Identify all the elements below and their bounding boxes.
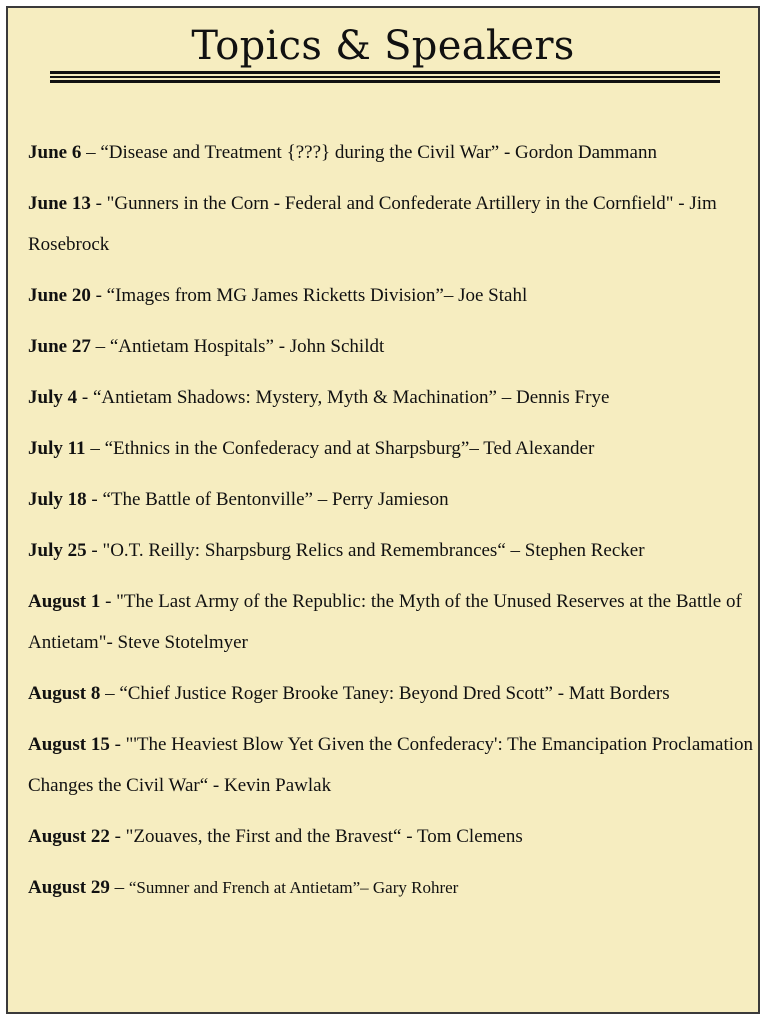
schedule-entry (28, 673, 758, 714)
entry-separator: - (273, 336, 290, 357)
entry-speaker: Steve Stotelmyer (117, 632, 248, 653)
entry-speaker: Perry Jamieson (331, 489, 449, 510)
schedule-entry (28, 816, 758, 857)
entry-separator: - (86, 489, 103, 510)
entry-topic: "'The Heaviest Blow Yet Given the Confederacy': The Emancipation Proclamation Changes the Civil War“ (28, 734, 754, 796)
entry-speaker: Tom Clemens (416, 826, 523, 847)
entry-separator: - (109, 826, 126, 847)
entry-separator: - (90, 285, 107, 306)
entry-date: July 11 (28, 438, 86, 459)
page-title: Topics & Speakers (191, 23, 575, 69)
entry-separator: – (312, 489, 332, 510)
entry-date: June 6 (28, 142, 82, 163)
entry-separator: - (499, 142, 516, 163)
entry-topic: “Chief Justice Roger Brooke Taney: Beyond Dred Scott” (119, 683, 553, 704)
entry-topic: “Images from MG James Ricketts Division” (106, 285, 444, 306)
title-rule-bottom (50, 80, 720, 83)
entry-separator: – (81, 142, 101, 163)
entry-speaker: Jim Rosebrock (28, 193, 717, 255)
entry-date: July 4 (28, 387, 78, 408)
entry-topic: “The Battle of Bentonville” (102, 489, 313, 510)
entry-topic: "Gunners in the Corn - Federal and Confederate Artillery in the Cornfield" (106, 193, 674, 214)
schedule-entry (28, 479, 758, 520)
entry-date: June 27 (28, 336, 91, 357)
entry-separator: – (109, 877, 129, 898)
entry-separator: - (401, 826, 417, 847)
entry-date: July 18 (28, 489, 87, 510)
entry-separator: - (208, 775, 224, 796)
entry-speaker: Stephen Recker (524, 540, 645, 561)
entry-separator: - (86, 540, 103, 561)
schedule-entry (28, 428, 758, 469)
entry-topic: "Zouaves, the First and the Bravest“ (125, 826, 402, 847)
title-rule-top (50, 71, 720, 74)
schedule-entry (28, 326, 758, 367)
entry-separator: – (443, 285, 459, 306)
entry-topic: "O.T. Reilly: Sharpsburg Relics and Remembrances“ (102, 540, 506, 561)
entry-separator: – (505, 540, 525, 561)
entry-date: August 1 (28, 591, 101, 612)
entry-topic: “Ethnics in the Confederacy and at Sharpsburg” (104, 438, 470, 459)
entry-topic: “Disease and Treatment {???} during the Civil War” (100, 142, 500, 163)
schedule-entry (28, 275, 758, 316)
entry-date: August 29 (28, 877, 110, 898)
entry-separator: – (100, 683, 120, 704)
entry-speaker: Matt Borders (568, 683, 670, 704)
schedule-list (28, 132, 758, 918)
schedule-entry (28, 530, 758, 571)
entry-separator: – (90, 336, 110, 357)
entry-date: August 15 (28, 734, 110, 755)
entry-topic: "The Last Army of the Republic: the Myth of the Unused Reserves at the Battle of Antietam" (28, 591, 742, 653)
entry-date: July 25 (28, 540, 87, 561)
entry-speaker: Dennis Frye (515, 387, 610, 408)
entry-speaker: Kevin Pawlak (224, 775, 332, 796)
entry-separator: – (85, 438, 105, 459)
schedule-entry (28, 724, 758, 806)
entry-date: June 20 (28, 285, 91, 306)
entry-speaker: Gordon Dammann (515, 142, 657, 163)
schedule-entry (28, 183, 758, 265)
entry-date: June 13 (28, 193, 91, 214)
entry-topic: “Sumner and French at Antietam” (128, 878, 361, 897)
entry-speaker: Gary Rohrer (372, 878, 459, 897)
entry-separator: - (673, 193, 690, 214)
schedule-entry (28, 867, 758, 908)
entry-separator: - (90, 193, 107, 214)
title-rule-middle (50, 76, 720, 78)
entry-speaker: Joe Stahl (458, 285, 528, 306)
entry-speaker: John Schildt (289, 336, 385, 357)
entry-date: August 8 (28, 683, 101, 704)
schedule-entry (28, 581, 758, 663)
entry-separator: - (77, 387, 93, 408)
entry-topic: “Antietam Hospitals” (109, 336, 274, 357)
entry-separator: – (496, 387, 516, 408)
flyer-page (6, 6, 760, 1014)
schedule-entry (28, 132, 758, 173)
entry-separator: - (109, 734, 126, 755)
entry-separator: - (552, 683, 569, 704)
entry-separator: – (469, 438, 484, 459)
entry-date: August 22 (28, 826, 110, 847)
entry-separator: – (360, 878, 373, 897)
entry-separator: - (106, 632, 118, 653)
schedule-entry (28, 377, 758, 418)
entry-speaker: Ted Alexander (483, 438, 595, 459)
entry-topic: “Antietam Shadows: Mystery, Myth & Machination” (92, 387, 497, 408)
entry-separator: - (100, 591, 117, 612)
